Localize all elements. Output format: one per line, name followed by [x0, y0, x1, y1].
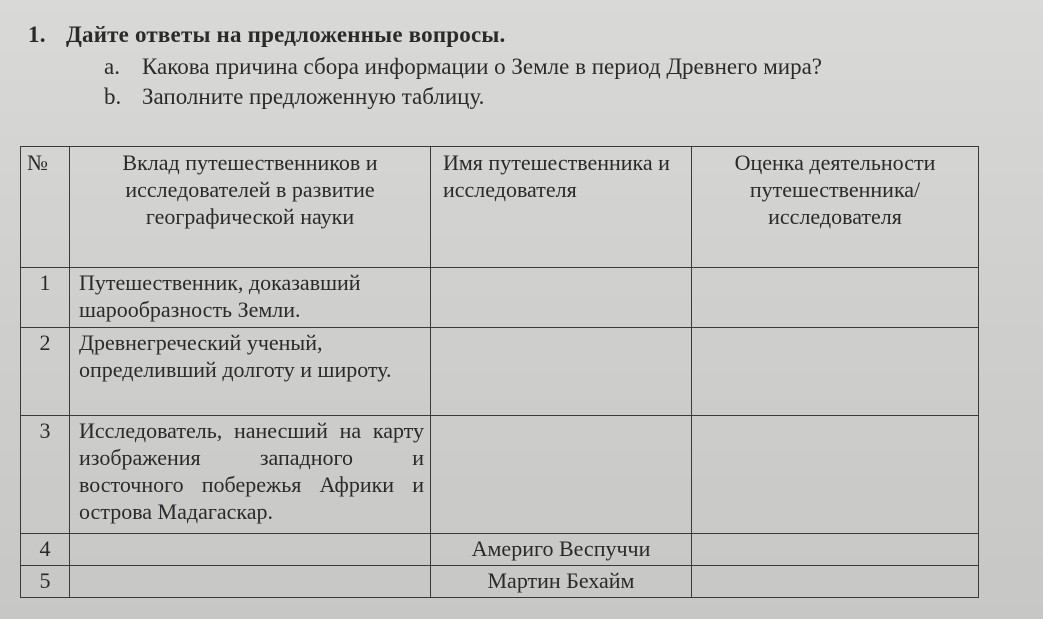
question-b-text: Заполните предложенную таблицу.: [142, 84, 485, 109]
question-a-text: Какова причина сбора информации о Земле в период Древнего мира?: [142, 54, 822, 79]
header-contribution: Вклад путешественников и исследователей в развитие географической науки: [70, 147, 431, 268]
task-title-text: Дайте ответы на предложенные вопросы.: [66, 22, 506, 47]
row-number: 5: [21, 566, 70, 598]
evaluation-answer-cell[interactable]: [692, 416, 979, 534]
evaluation-answer-cell[interactable]: [692, 534, 979, 566]
name-answer-cell[interactable]: [431, 268, 692, 328]
header-evaluation: Оценка деятельности путешественника/ исследователя: [692, 147, 979, 268]
question-b: [104, 84, 484, 110]
header-name: Имя путешественника и исследователя: [431, 147, 692, 268]
contribution-cell: Путешественник, доказавший шарообразность Земли.: [70, 268, 431, 328]
evaluation-answer-cell[interactable]: [692, 268, 979, 328]
question-b-letter: b.: [104, 84, 122, 109]
table-row: [21, 328, 979, 416]
task-number: 1.: [28, 22, 46, 47]
table-row: [21, 268, 979, 328]
answers-table: [20, 146, 979, 598]
table-row: [21, 534, 979, 566]
evaluation-answer-cell[interactable]: [692, 328, 979, 416]
contribution-cell: Исследователь, нанесший на карту изображения западного и восточного побережья Африки и острова Мадагаскар.: [70, 416, 431, 534]
task-heading: [28, 22, 506, 48]
name-answer-cell[interactable]: [431, 328, 692, 416]
row-number: 3: [21, 416, 70, 534]
contribution-cell: Древнегреческий ученый, определивший долготу и широту.: [70, 328, 431, 416]
name-answer-cell[interactable]: [431, 416, 692, 534]
table-row: [21, 566, 979, 598]
row-number: 2: [21, 328, 70, 416]
header-number: №: [21, 147, 70, 268]
name-cell: Америго Веспуччи: [431, 534, 692, 566]
table-header-row: [21, 147, 979, 268]
question-a: [104, 54, 822, 80]
contribution-answer-cell[interactable]: [70, 534, 431, 566]
table-row: [21, 416, 979, 534]
question-a-letter: a.: [104, 54, 120, 79]
evaluation-answer-cell[interactable]: [692, 566, 979, 598]
row-number: 1: [21, 268, 70, 328]
name-cell: Мартин Бехайм: [431, 566, 692, 598]
row-number: 4: [21, 534, 70, 566]
contribution-answer-cell[interactable]: [70, 566, 431, 598]
